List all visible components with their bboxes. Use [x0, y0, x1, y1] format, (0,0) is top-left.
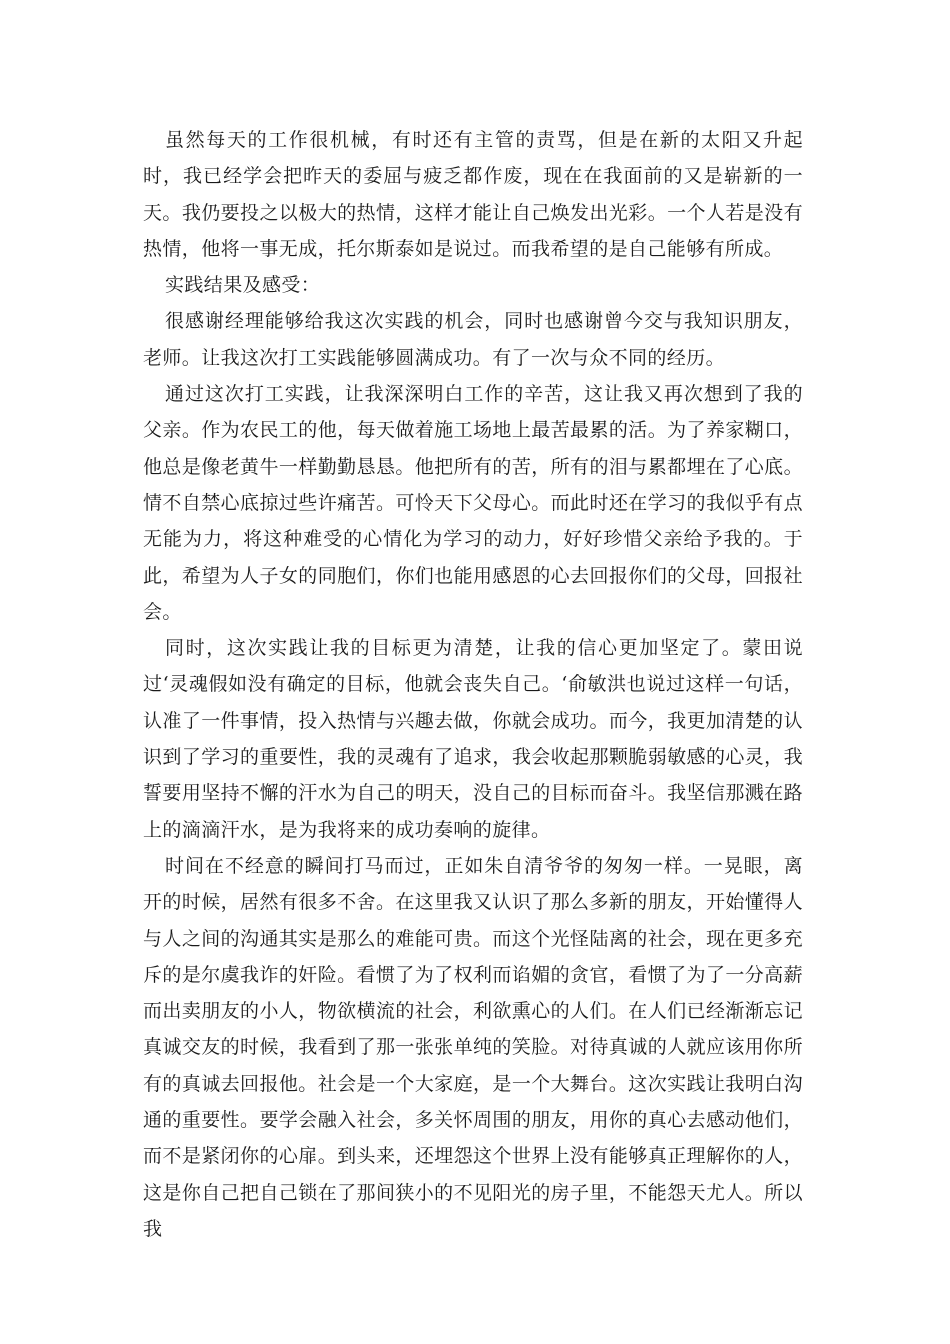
paragraph-society: 时间在不经意的瞬间打马而过，正如朱自清爷爷的匆匆一样。一晃眼，离开的时候，居然有很多不舍。在这里我又认识了那么多新的朋友，开始懂得人与人之间的沟通其实是那么的难能可贵。而这个光怪陆离的社会，现在更多充斥的是尔虞我诈的奸险。看惯了为了权利而谄媚的贪官，看惯了为了一分高薪而出卖朋友的小人，物欲横流的社会，利欲熏心的人们。在人们已经渐渐忘记真诚交友的时候，我看到了那一张张单纯的笑脸。对待真诚的人就应该用你所有的真诚去回报他。社会是一个大家庭，是一个大舞台。这次实践让我明白沟通的重要性。要学会融入社会，多关怀周围的朋友，用你的真心去感动他们，而不是紧闭你的心扉。到头来，还埋怨这个世界上没有能够真正理解你的人，这是你自己把自己锁在了那间狭小的不见阳光的房子里，不能怨天尤人。所以我 — [143, 854, 803, 1240]
paragraph-goals: 同时，这次实践让我的目标更为清楚，让我的信心更加坚定了。蒙田说过‘灵魂假如没有确定的目标，他就会丧失自己。‘俞敏洪也说过这样一句话，认准了一件事情，投入热情与兴趣去做，你就会成功。而今，我更加清楚的认识到了学习的重要性，我的灵魂有了追求，我会收起那颗脆弱敏感的心灵，我誓要用坚持不懈的汗水为自己的明天，没自己的目标而奋斗。我坚信那溅在路上的滴滴汗水，是为我将来的成功奏响的旋律。 — [143, 637, 803, 841]
paragraph-thanks: 很感谢经理能够给我这次实践的机会，同时也感谢曾今交与我知识朋友，老师。让我这次打工实践能够圆满成功。有了一次与众不同的经历。 — [143, 310, 803, 369]
section-heading-results: 实践结果及感受： — [165, 274, 321, 297]
document-body — [143, 122, 803, 1247]
paragraph-work-attitude: 虽然每天的工作很机械，有时还有主管的责骂，但是在新的太阳又升起时，我已经学会把昨天的委屈与疲乏都作废，现在在我面前的又是崭新的一天。我仍要投之以极大的热情，这样才能让自己焕发出光彩。一个人若是没有热情，他将一事无成，托尔斯泰如是说过。而我希望的是自己能够有所成。 — [143, 129, 803, 260]
paragraph-father: 通过这次打工实践，让我深深明白工作的辛苦，这让我又再次想到了我的父亲。作为农民工的他，每天做着施工场地上最苦最累的活。为了养家糊口，他总是像老黄牛一样勤勤恳恳。他把所有的苦，所有的泪与累都埋在了心底。情不自禁心底掠过些许痛苦。可怜天下父母心。而此时还在学习的我似乎有点无能为力，将这种难受的心情化为学习的动力，好好珍惜父亲给予我的。于此，希望为人子女的同胞们，你们也能用感恩的心去回报你们的父母，回报社会。 — [143, 383, 803, 623]
